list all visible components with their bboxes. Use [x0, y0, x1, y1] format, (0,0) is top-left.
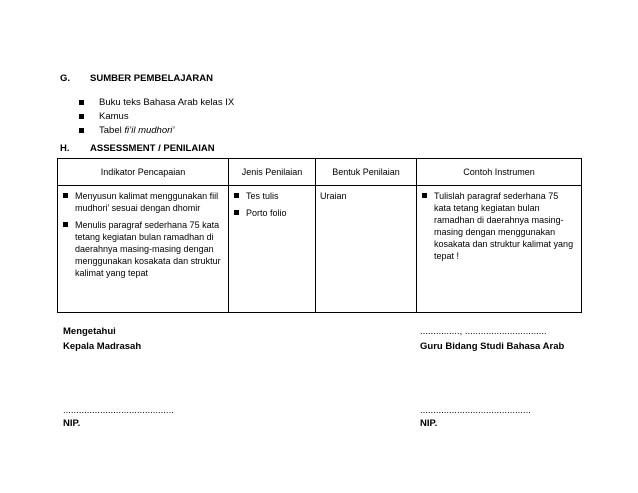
list-item [233, 207, 311, 219]
cell-instrumen [417, 186, 582, 313]
bullet-square-icon [79, 100, 84, 105]
bullet-square-icon [234, 193, 239, 198]
section-g-title: SUMBER PEMBELAJARAN [90, 73, 213, 84]
section-g-heading [60, 73, 360, 85]
list-item-label: Kamus [99, 111, 129, 122]
bullet-square-icon [79, 128, 84, 133]
bullet-square-icon [63, 193, 68, 198]
signature-right-nip: NIP. [420, 418, 438, 429]
cell-jenis [229, 186, 316, 313]
bullet-square-icon [422, 193, 427, 198]
section-g-number: G. [60, 73, 71, 84]
list-item-label: Buku teks Bahasa Arab kelas IX [99, 97, 235, 108]
section-h-number: H. [60, 143, 70, 154]
instrumen-list [421, 190, 577, 262]
column-header-bentuk: Bentuk Penilaian [316, 159, 417, 186]
column-header-instrumen: Contoh Instrumen [417, 159, 582, 186]
list-item [62, 190, 224, 214]
list-item [233, 190, 311, 202]
signature-left-line1: Mengetahui [63, 326, 116, 337]
list-item-label: Tabel fi’il mudhori’ [99, 125, 175, 136]
list-item [62, 219, 224, 279]
jenis-item-1: Tes tulis [246, 191, 279, 201]
bullet-square-icon [79, 114, 84, 119]
column-header-indikator: Indikator Pencapaian [58, 159, 229, 186]
signature-right-line1: ..............., ............................... [420, 326, 547, 337]
instrumen-item-1: Tulislah paragraf sederhana 75 kata tetang kegiatan bulan ramadhan di daerahnya masing-masing dengan menggunakan kosakata dan struktur kalimat yang tepat ! [434, 191, 574, 261]
assessment-table [57, 158, 582, 313]
cell-bentuk [316, 186, 417, 313]
cell-indikator [58, 186, 229, 313]
signature-left-dots: .......................................... [63, 405, 174, 416]
section-h-title: ASSESSMENT / PENILAIAN [90, 143, 215, 154]
signature-right-line2: Guru Bidang Studi Bahasa Arab [420, 341, 565, 352]
signature-left-nip: NIP. [63, 418, 81, 429]
indikator-item-1: Menyusun kalimat menggunakan fiil mudhori’ sesuai dengan dhomir [75, 191, 219, 213]
bullet-square-icon [63, 222, 68, 227]
jenis-item-2: Porto folio [246, 208, 287, 218]
table-row [58, 186, 582, 313]
bullet-square-icon [234, 210, 239, 215]
table-header-row [58, 159, 582, 186]
list-item [421, 190, 577, 262]
column-header-jenis: Jenis Penilaian [229, 159, 316, 186]
section-h-heading [60, 143, 360, 155]
bentuk-value: Uraian [320, 191, 347, 201]
signature-left-line2: Kepala Madrasah [63, 341, 142, 352]
indikator-item-2: Menulis paragraf sederhana 75 kata tetang kegiatan bulan ramadhan di daerahnya masing-masing dengan menggunakan kosakata dan struktur kalimat yang tepat [75, 220, 221, 278]
jenis-list [233, 190, 311, 219]
indikator-list [62, 190, 224, 279]
signature-right-dots: .......................................... [420, 405, 531, 416]
